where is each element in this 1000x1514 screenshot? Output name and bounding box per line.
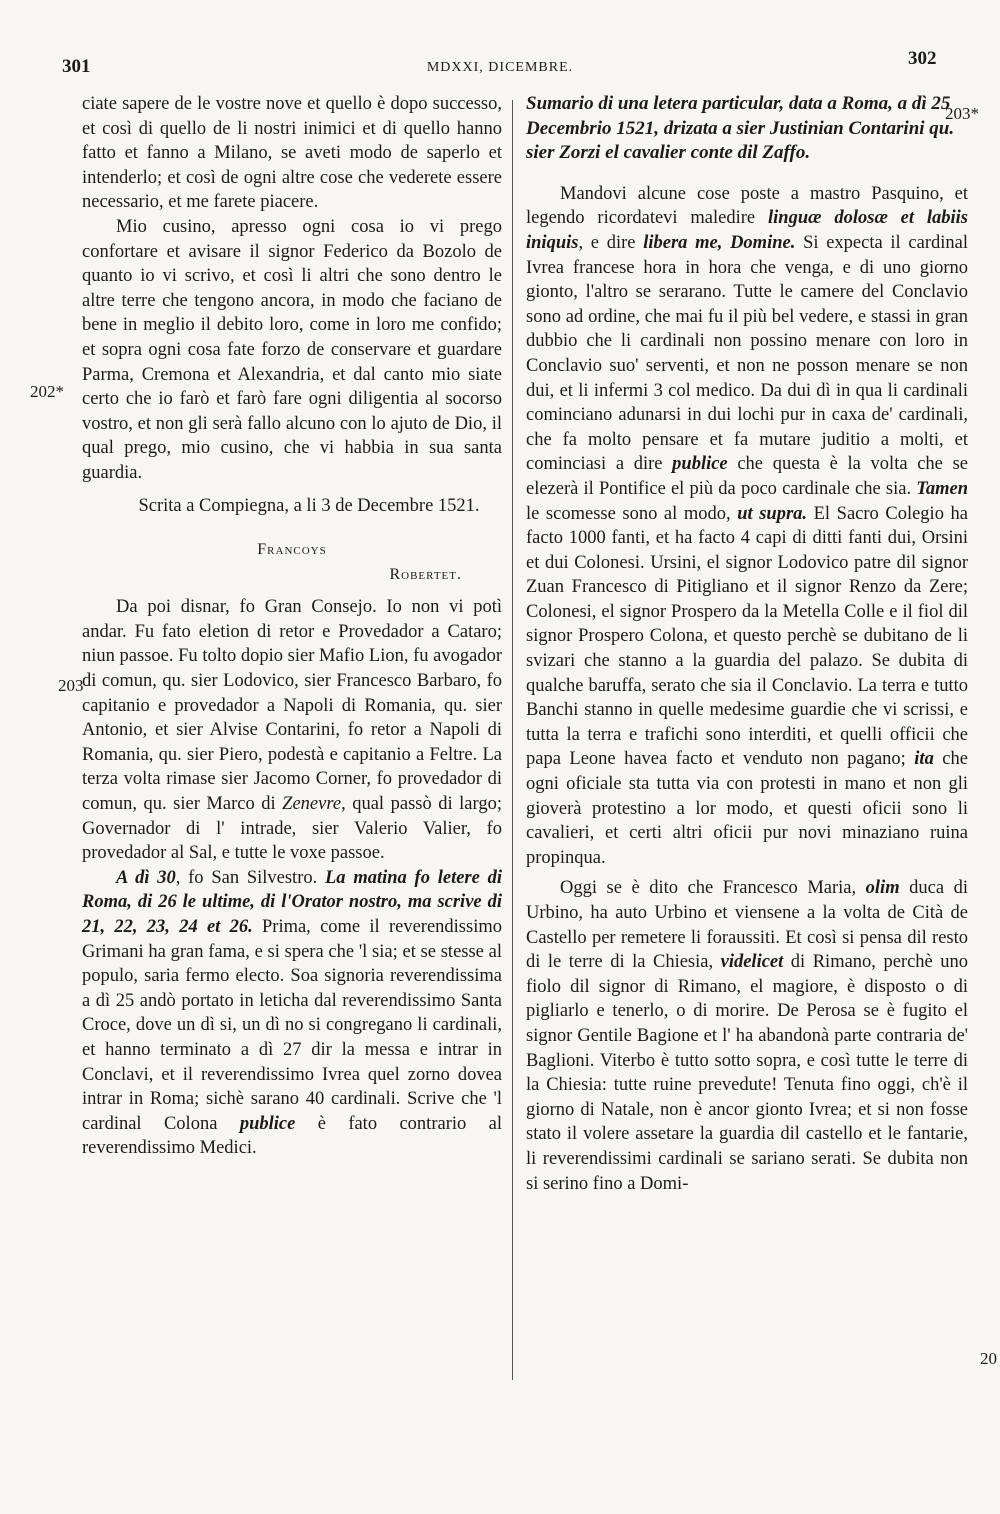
right-column	[526, 92, 968, 1196]
text-run: El Sacro Colegio ha facto 1000 fanti, et ha facto 4 capi di ditti fanti dui, Orsini et dui Colonesi. Ursini, el signor Lodovico patre dil signor Zuan Francesco di Pitigliano et il signor Renzo da Zere; Colonesi, el signor Prospero da la Metella Colle e il fiol dil signor Prospero Colona, et questo perchè se dubitano de li svizari che stanno a la guardia del palazo. Se dubita di qualche baruffa, serato che sia il Conclavio. La terra e tutto Banchi stanno in quelle medesime guardie che vi scrissi, e tutta la terra e trafichi sono interditi, et quelli officii che papa Leone havea facto et venduto non pagano;	[526, 503, 968, 770]
text-run: , qual passò di largo; Governador di l' intrade, sier Valerio Valier, fo provedador al Sal, e tutte le voxe passoe.	[82, 794, 502, 864]
running-head: MDXXI, DICEMBRE.	[426, 60, 574, 75]
margin-note-20-right: 20	[980, 1349, 997, 1368]
letter-heading: Sumario di una letera particular, data a Roma, a dì 25 Decembrio 1521, drizata a sier Justinian Contarini qu. sier Zorzi el cavalier conte dil Zaffo.	[526, 93, 955, 164]
text-run: Da poi disnar, fo Gran Consejo. Io non vi potì andar. Fu fato eletion di retor e Provedador a Cataro; niun passoe. Fu tolto dopio sier Mafio Lion, fu avogador di comun, qu. sier Lodovico, sier Francesco Barbaro, fo capitanio e provedador a Napoli di Romania, qu. sier Antonio, et sier Alvise Contarini, fo retor a Napoli di Romania, qu. sier Piero, podestà e capitanio a Feltre. La terza volta rimase sier Jacomo Corner, fo provedador di comun, qu. sier Marco di	[82, 597, 502, 815]
italic-run: videlicet	[720, 952, 784, 973]
margin-note-203-right: 203*	[945, 104, 979, 123]
paragraph	[526, 182, 968, 871]
paragraph	[82, 866, 502, 1161]
italic-run: ut supra.	[737, 503, 808, 524]
dateline: Scrita a Compiegna, a li 3 de Decembre 1521.	[138, 495, 480, 516]
italic-run: linguæ dolosæ et labiis iniquis	[526, 208, 969, 253]
column-rule	[512, 100, 513, 1380]
signature-francoys: Francoys	[257, 541, 327, 559]
text-run: le scomesse sono al modo,	[526, 503, 738, 524]
left-page-number: 301	[62, 56, 91, 77]
italic-run: olim	[865, 878, 900, 899]
text-run: Oggi se è dito che Francesco Maria,	[560, 878, 866, 899]
text-run: Prima, come il reverendissimo Grimani ha gran fama, e si spera che 'l sia; et se stesse al populo, saria fermo electo. Soa signoria reverendissima a dì 25 andò portato in leticha dal reverendissimo Santa Croce, dove un dì si, un dì no si congregano li cardinali, et hanno terminato a dì 27 dir la messa e intrar in Conclavi, et il reverendissimo Ivrea quel zorno dovea intrar in Roma; sichè sarano 40 cardinali. Scrive che 'l cardinal Colona	[82, 917, 502, 1134]
italic-run: A dì 30	[116, 867, 176, 888]
italic-run: publice	[672, 454, 728, 475]
italic-run: ita	[914, 749, 934, 770]
paragraph: Mio cusino, apresso ogni cosa io vi prego confortare et avisare il signor Federico da Bozolo de quanto io vi scrivo, et così li altri che sono dentro le altre terre che tengono ancora, in modo che faciano de bene in meglio il debito loro, come in loro me confido; et sopra ogni cosa fate forzo de conservare et guardare Parma, Cremona et Alexandria, et dal canto mio siate certo che io farò et farò fare ogni diligentia al socorso vostro, et non gli serà fallo alcuno con lo ajuto de Dio, il qual prego, mio cusino, che vi habbia in sua santa guardia.	[82, 216, 502, 483]
right-page-number: 302	[908, 48, 937, 69]
text-run: , e dire	[578, 232, 644, 253]
paragraph	[526, 876, 968, 1196]
italic-run: publice	[239, 1113, 296, 1134]
paragraph	[82, 595, 502, 866]
signature-robertet: Robertet.	[389, 565, 462, 583]
left-column	[82, 92, 502, 1161]
text-run: Si expecta il cardinal Ivrea francese hora in hora che venga, e di uno giorno gionto, l'altro se serarano. Tutte le camere del Conclavio sono ad ordine, che mai fu il più bel vedere, e stassi in gran dubbio che li cardinali non possino menare con loro in Conclavio suo' serventi, et non ne posson menare se non dui, et li infermi 3 col medico. Da dui dì in qua li cardinali cominciano adunarsi in dui lochi pur in caxa de' cardinali, che fa molto pensare et fa mutare juditio a molti, et cominciasi a dire	[526, 232, 968, 475]
italic-run: Tamen	[916, 478, 968, 499]
text-run: , fo San Silvestro.	[175, 867, 325, 888]
italic-run: Zenevre	[282, 794, 342, 815]
text-run: è fato contrario al reverendissimo Medici.	[82, 1113, 502, 1159]
italic-run: La matina fo letere di Roma, di 26 le ultime, di l'Orator nostro, ma scrive di 21, 22, 23, 24 et 26.	[82, 867, 502, 937]
text-run: di Rimano, perchè uno fiolo dil signor di Rimano, el magiore, è disposto o di pigliarlo e tenerlo, o di morire. De Perosa se è fugito el signor Gentile Bagione et l' ha abandonà parte contraria de' Baglioni. Viterbo è tutto sotto sopra, e così tutte le terre di la Chiesia: tutte ruine prevedute! Tenuta fino oggi, ch'è il giorno di Natale, non è ancor gionto Ivrea; et si non fosse stato il volere assetare la guardia dil castello et le fantarie, li reverendissimi cardinali se sariano serati. Se dubita non si serino fino a Domi-	[526, 952, 969, 1194]
text-run: che questa è la volta che se elezerà il Pontifice el più da poco cardinale che sia.	[526, 454, 968, 499]
paragraph: ciate sapere de le vostre nove et quello è dopo successo, et così di quello de li nostri inimici et di quello hanno fatto et fanno a Milano, se aveti modo de saperlo et intenderlo; et così de ogni altre cose che vederete essere necessario, et me farete piacere.	[82, 94, 502, 213]
margin-note-202: 202*	[30, 382, 64, 401]
text-run: che ogni oficiale sta tutta via con protesti in mano et non gli gioverà protestino a lor modo, et questi oficii sono li cavalieri, et certi altri oficii pur novi minaziano ruina propinqua.	[526, 749, 968, 868]
italic-run: libera me, Domine.	[643, 232, 796, 253]
text-run: duca di Urbino, ha auto Urbino et viensene a la volta de Cità de Castello per remetere li foraussiti. Et così si pensa dil resto di le terre di la Chiesia,	[526, 878, 968, 973]
text-run: Mandovi alcune cose poste a mastro Pasquino, et legendo ricordatevi maledire	[526, 183, 968, 229]
margin-note-203-left: 203	[58, 676, 84, 695]
